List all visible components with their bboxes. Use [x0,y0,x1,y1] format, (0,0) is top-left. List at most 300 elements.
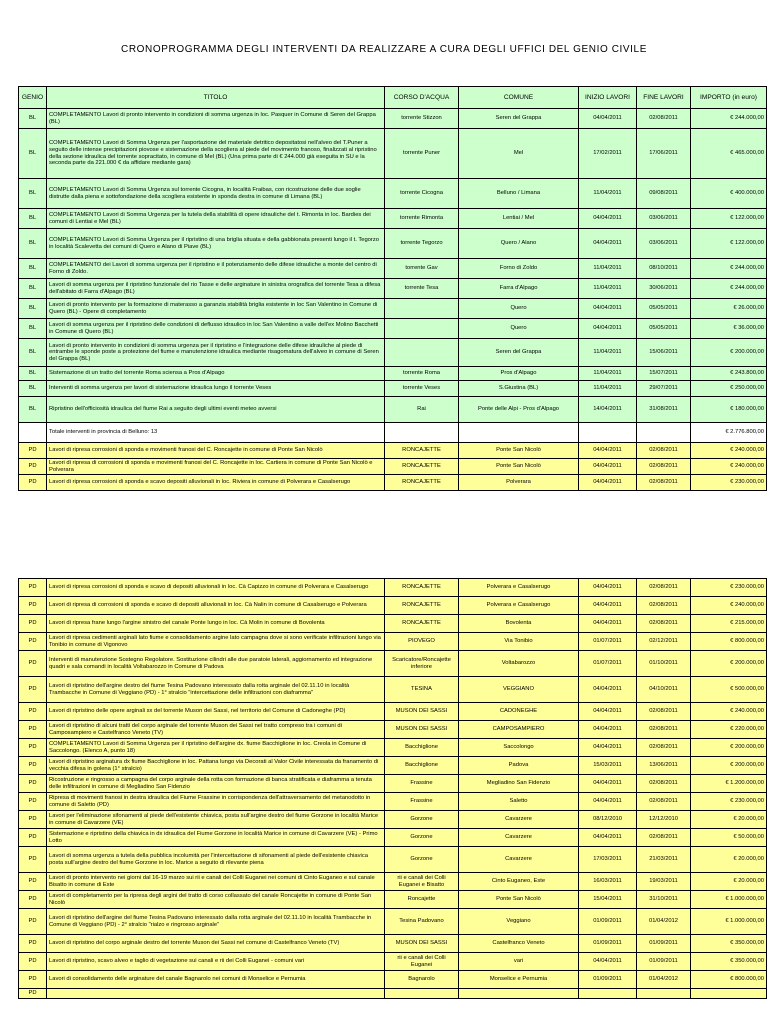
cell-corso-acqua: RONCAJETTE [385,443,459,459]
cell-genio: BL [19,279,47,299]
cell-comune: Padova [459,757,579,775]
cell-titolo: Lavori di ripresa corrosioni di sponda e scavo depositi alluvionali in loc. Riviera in comune di Polverara e Casalserugo [47,475,385,491]
cell-titolo: Lavori di ripristino dell'argine destro del fiume Tesina Padovano interessato dalla rotta arginale del 02.11.10 in località Trambacche in Comune di Veggiano (PD) - 1° stralcio "intercettazione delle infiltrazioni con diaframma" [47,677,385,703]
cell-titolo: Lavori di consolidamento delle arginature del canale Bagnarolo nei comuni di Monselice e Pernumia [47,971,385,989]
cell-corso-acqua: MUSON DEI SASSI [385,721,459,739]
cell-fine-lavori: 03/06/2011 [637,209,691,229]
cell-corso-acqua: RONCAJETTE [385,615,459,633]
cell-inizio-lavori: 04/04/2011 [579,109,637,129]
cell-titolo: Lavori di somma urgenza per il ripristino funzionale del rio Tasse e delle arginature in sinistra orografica del torrente Tesa a difesa dell'abitato di Farra d'Alpago (BL) [47,279,385,299]
cell-titolo: Lavori di ripresa corrosioni di sponda e movimenti franosi del C. Roncajette in comune di Ponte San Nicolò [47,443,385,459]
table-row [19,319,767,339]
cell-genio: BL [19,179,47,209]
cell-titolo: Ripresa di movimenti franosi in destra idraulica del Fiume Frassine in corrispondenza dell'attraversamento del metanodotto in comune di Saletto (PD) [47,793,385,811]
cell-titolo: Lavori di somma urgenza a tutela della pubblica incolumità per l'intercettazione di sifonamenti al piede dell'esistente chiavica posta sull'argine destro del fiume Gorzone in loc. Marice a seguito di rilevante piena [47,847,385,873]
cell-importo [691,989,767,999]
cell-titolo: Lavori di ripresa cedimenti arginali lato fiume e consolidamento argine lato campagna dove si sono verificate infiltrazioni lungo via Tonibio in comune di Vigonovo [47,633,385,651]
table-row [19,757,767,775]
cell-fine-lavori: 02/08/2011 [637,793,691,811]
cell-fine-lavori: 13/06/2011 [637,757,691,775]
cell-genio: PD [19,475,47,491]
table-row [19,597,767,615]
cell-importo: € 500.000,00 [691,677,767,703]
cell-inizio-lavori: 01/07/2011 [579,651,637,677]
cell-fine-lavori: 02/08/2011 [637,703,691,721]
cell-genio: BL [19,209,47,229]
cell-genio: BL [19,129,47,179]
cell-titolo: Lavori di pronto intervento in condizioni di somma urgenza per il ripristino e l'integrazione delle difese idrauliche al piede di entrambe le sponde poste a protezione del fiume e manutenzione idraulica mediante risagomatura dell'alveo in comune di Seren del Grappa (BL) [47,339,385,367]
cell-corso-acqua [385,339,459,367]
table-row [19,847,767,873]
table-row [19,971,767,989]
cell-titolo: COMPLETAMENTO dei Lavori di somma urgenza per il ripristino e il potenziamento delle difese idrauliche a monte del centro di Forno di Zoldo. [47,259,385,279]
cell-inizio-lavori: 11/04/2011 [579,179,637,209]
table-row [19,909,767,935]
cell-importo: € 240.000,00 [691,597,767,615]
cell-genio: PD [19,935,47,953]
cell-inizio-lavori: 16/03/2011 [579,873,637,891]
header-fine-lavori: FINE LAVORI [637,87,691,109]
cell-comune: Quero / Alano [459,229,579,259]
cell-genio: BL [19,259,47,279]
table-row [19,397,767,423]
cell-corso-acqua: Gorzone [385,811,459,829]
cell-importo: € 20.000,00 [691,847,767,873]
interventions-table-padova [18,578,767,999]
table-row [19,209,767,229]
cell-genio [19,423,47,443]
table-row [19,633,767,651]
table-row [19,829,767,847]
cell-importo: € 220.000,00 [691,721,767,739]
cell-comune [459,989,579,999]
cell-genio: PD [19,651,47,677]
cell-corso-acqua: torrente Veses [385,381,459,397]
cell-fine-lavori: 21/03/2011 [637,847,691,873]
cell-importo: € 465.000,00 [691,129,767,179]
cell-fine-lavori: 15/07/2011 [637,367,691,381]
cell-titolo: Sistemazione di un tratto del torrente Roma sciensa a Pros d'Alpago [47,367,385,381]
cell-fine-lavori: 12/12/2010 [637,811,691,829]
cell-genio: BL [19,109,47,129]
cell-genio: PD [19,829,47,847]
cell-corso-acqua: Bagnarolo [385,971,459,989]
table-row [19,739,767,757]
cell-inizio-lavori: 04/04/2011 [579,677,637,703]
cell-importo: € 800.000,00 [691,971,767,989]
header-importo: IMPORTO (in euro) [691,87,767,109]
cell-genio: PD [19,633,47,651]
table-row [19,953,767,971]
cell-comune: Quero [459,299,579,319]
cell-corso-acqua: Bacchiglione [385,757,459,775]
cell-importo: € 36.000,00 [691,319,767,339]
cell-comune: Polverara e Casalserugo [459,597,579,615]
cell-fine-lavori: 01/09/2011 [637,953,691,971]
cell-importo: € 400.000,00 [691,179,767,209]
cell-genio: PD [19,615,47,633]
cell-comune: Lentiai / Mel [459,209,579,229]
table-row [19,989,767,999]
cell-titolo: Lavori di ripristino di alcuni tratti del corpo arginale del torrente Muson dei Sassi nel tratto compreso tra i comuni di Camposampiero e Castelfranco Veneto (TV) [47,721,385,739]
cell-comune: Cavarzere [459,847,579,873]
cell-comune: Cinto Euganeo, Este [459,873,579,891]
cell-comune: Forno di Zoldo [459,259,579,279]
cell-importo: € 1.000.000,00 [691,891,767,909]
cell-genio: BL [19,367,47,381]
cell-importo: € 230.000,00 [691,475,767,491]
cell-titolo: COMPLETAMENTO Lavori di Somma Urgenza per il ripristino dell'argine dx. fiume Bacchiglione in loc. Creola in Comune di Saccolongo. (Elenco A, punto 18) [47,739,385,757]
cell-fine-lavori: 30/06/2011 [637,279,691,299]
table-row [19,443,767,459]
cell-comune: VEGGIANO [459,677,579,703]
cell-inizio-lavori: 17/03/2011 [579,847,637,873]
cell-comune: Castelfranco Veneto [459,935,579,953]
cell-comune: Seren del Grappa [459,339,579,367]
cell-genio: PD [19,775,47,793]
cell-importo: € 200.000,00 [691,651,767,677]
cell-corso-acqua: PIOVEGO [385,633,459,651]
cell-inizio-lavori: 04/04/2011 [579,459,637,475]
cell-corso-acqua: TESINA [385,677,459,703]
cell-inizio-lavori: 15/04/2011 [579,891,637,909]
cell-fine-lavori: 02/08/2011 [637,721,691,739]
cell-titolo: Interventi di somma urgenza per lavori di sistemazione idraulica lungo il torrente Veses [47,381,385,397]
cell-corso-acqua: RONCAJETTE [385,475,459,491]
cell-fine-lavori: 31/10/2011 [637,891,691,909]
cell-importo: € 240.000,00 [691,703,767,721]
cell-importo: € 200.000,00 [691,757,767,775]
cell-fine-lavori: 09/08/2011 [637,179,691,209]
cell-inizio-lavori: 04/04/2011 [579,615,637,633]
cell-fine-lavori [637,423,691,443]
table-row [19,229,767,259]
cell-titolo: Lavori di ripresa frane lungo l'argine sinistro del canale Ponte lungo in loc. Cà Molin in comune di Bovolenta [47,615,385,633]
cell-inizio-lavori: 04/04/2011 [579,299,637,319]
cell-titolo: Lavori per l'eliminazione sifonamenti al piede dell'esistente chiavica, posta sull'argine destro del fiume Gorzone in località Marice in comune di Cavarzere (VE) [47,811,385,829]
cell-importo: € 800.000,00 [691,633,767,651]
cell-genio: PD [19,793,47,811]
cell-titolo: Lavori di pronto intervento nei giorni dal 16-19 marzo sui rii e canali dei Colli Euganei nei comuni di Cinto Euganeo e sul canale Bisatto in comune di Este [47,873,385,891]
cell-titolo: COMPLETAMENTO Lavori di Somma Urgenza per l'asportazione del materiale detritico depositatosi nell'alveo del T.Puner a seguito delle intense precipitazioni piovose e sistemazione della scogliera al piede del movimento franoso, finalizzati al ripristino della sezione idraulica del torrente sopracitato, in comune di Mel (BL) (Una prima parte di € 244.000 già eseguita in SU e la seconda parte da 221.000 € da affidare mediante gara) [47,129,385,179]
cell-importo: € 244.000,00 [691,279,767,299]
table-row [19,677,767,703]
cell-importo: € 243.800,00 [691,367,767,381]
cell-titolo: Lavori di ripresa corrosioni di sponda e scavo di depositi alluvionali in loc. Cà Capizzo in comune di Polverara e Casalserugo [47,579,385,597]
cell-importo: € 180.000,00 [691,397,767,423]
cell-importo: € 2.776.800,00 [691,423,767,443]
cell-inizio-lavori: 11/04/2011 [579,259,637,279]
cell-corso-acqua: Scaricatore/Roncajette inferiore [385,651,459,677]
cell-importo: € 215.000,00 [691,615,767,633]
cell-comune: vari [459,953,579,971]
cell-inizio-lavori: 11/04/2011 [579,279,637,299]
cell-importo: € 350.000,00 [691,953,767,971]
cell-titolo: Lavori di ripresa di corrosioni di sponda e scavo di depositi alluvionali in loc. Cà Nalin in comune di Casalserugo e Polverara [47,597,385,615]
cell-genio: BL [19,397,47,423]
cell-fine-lavori: 02/08/2011 [637,443,691,459]
cell-titolo: Lavori di ripristino del corpo arginale destro del torrente Muson dei Sassi nel comune di Castelfranco Veneto (TV) [47,935,385,953]
cell-inizio-lavori: 11/04/2011 [579,381,637,397]
cell-inizio-lavori: 04/04/2011 [579,443,637,459]
cell-titolo: Lavori di somma urgenza per il ripristino delle condizioni di deflusso idraulico in loc San Valentino a valle dell'ex Molino Bacchetti in Comune di Quero (BL) [47,319,385,339]
cell-fine-lavori: 02/08/2011 [637,829,691,847]
header-titolo: TITOLO [47,87,385,109]
cell-inizio-lavori: 04/04/2011 [579,793,637,811]
cell-inizio-lavori: 04/04/2011 [579,597,637,615]
cell-fine-lavori: 01/04/2012 [637,971,691,989]
table-row [19,935,767,953]
cell-fine-lavori: 01/04/2012 [637,909,691,935]
cell-inizio-lavori: 01/07/2011 [579,633,637,651]
cell-fine-lavori: 15/06/2011 [637,339,691,367]
cell-inizio-lavori: 15/03/2011 [579,757,637,775]
cell-comune: Bovolenta [459,615,579,633]
cell-inizio-lavori: 04/04/2011 [579,775,637,793]
cell-comune: Seren del Grappa [459,109,579,129]
cell-corso-acqua: Rai [385,397,459,423]
table-row [19,279,767,299]
cell-inizio-lavori: 01/09/2011 [579,935,637,953]
cell-corso-acqua: rii e canali dei Colli Euganei [385,953,459,971]
cell-genio: PD [19,757,47,775]
table-row [19,475,767,491]
cell-importo: € 240.000,00 [691,459,767,475]
cell-comune: S.Giustina (BL) [459,381,579,397]
cell-genio: PD [19,909,47,935]
cell-inizio-lavori: 14/04/2011 [579,397,637,423]
cell-importo: € 50.000,00 [691,829,767,847]
cell-corso-acqua [385,299,459,319]
cell-comune: Voltabarozzo [459,651,579,677]
cell-comune: Polverara [459,475,579,491]
cell-inizio-lavori: 01/09/2011 [579,971,637,989]
cell-fine-lavori: 05/05/2011 [637,319,691,339]
cell-inizio-lavori [579,989,637,999]
cell-inizio-lavori: 04/04/2011 [579,953,637,971]
table-row [19,703,767,721]
cell-titolo: Lavori di completamento per la ripresa degli argini del tratto di corso collassato del canale Roncajette in comune di Ponte San Nicolò [47,891,385,909]
cell-genio: PD [19,971,47,989]
cell-comune: Via Tonibio [459,633,579,651]
cell-inizio-lavori: 04/04/2011 [579,229,637,259]
cell-inizio-lavori: 04/04/2011 [579,829,637,847]
cell-fine-lavori: 02/08/2011 [637,579,691,597]
cell-fine-lavori: 02/08/2011 [637,459,691,475]
cell-corso-acqua: RONCAJETTE [385,459,459,475]
header-genio: GENIO [19,87,47,109]
table-row [19,109,767,129]
cell-inizio-lavori: 11/04/2011 [579,339,637,367]
cell-comune: CADONEGHE [459,703,579,721]
cell-fine-lavori: 29/07/2011 [637,381,691,397]
cell-genio: PD [19,703,47,721]
cell-corso-acqua: torrente Tesa [385,279,459,299]
cell-fine-lavori: 19/03/2011 [637,873,691,891]
cell-comune: Ponte delle Alpi - Pros d'Alpago [459,397,579,423]
cell-importo: € 26.000,00 [691,299,767,319]
cell-corso-acqua: Roncajette [385,891,459,909]
cell-importo: € 200.000,00 [691,339,767,367]
cell-titolo [47,989,385,999]
cell-fine-lavori [637,989,691,999]
cell-corso-acqua: Gorzone [385,829,459,847]
cell-inizio-lavori: 04/04/2011 [579,579,637,597]
document-title: CRONOPROGRAMMA DEGLI INTERVENTI DA REALIZZARE A CURA DEGLI UFFICI DEL GENIO CIVILE [121,44,647,55]
cell-comune: Monselice e Pernumia [459,971,579,989]
cell-importo: € 244.000,00 [691,259,767,279]
cell-fine-lavori: 31/08/2011 [637,397,691,423]
cell-inizio-lavori: 04/04/2011 [579,721,637,739]
cell-titolo: Lavori di pronto intervento per la formazione di materasso a garanzia stabilità briglia esistente in loc San Valentino in Comune di Quero (BL) - Opere di completamento [47,299,385,319]
cell-genio: PD [19,811,47,829]
table-row [19,381,767,397]
cell-titolo: COMPLETAMENTO Lavori di Somma Urgenza per il ripristino di una briglia situata e della gabbionata presenti lungo il t. Tegorzo in località Scalevetta dei comuni di Quero e Alano di Piave (BL) [47,229,385,259]
cell-genio: BL [19,339,47,367]
table-row [19,891,767,909]
cell-importo: € 244.000,00 [691,109,767,129]
cell-genio: BL [19,229,47,259]
cell-comune: Quero [459,319,579,339]
cell-titolo: COMPLETAMENTO Lavori di Somma Urgenza per la tutela della stabilità di opere idrauliche del t. Rimonta in loc. Bardies dei comuni di Lentiai e Mel (BL) [47,209,385,229]
cell-importo: € 122.000,00 [691,209,767,229]
table-row [19,811,767,829]
cell-titolo: Sistemazione e ripristino della chiavica in dx idraulica del Fiume Gorzone in località Marice in comune di Cavarzere (VE) - Primo Lotto [47,829,385,847]
table-row [19,615,767,633]
cell-importo: € 1.000.000,00 [691,909,767,935]
table-row [19,129,767,179]
cell-importo: € 230.000,00 [691,579,767,597]
header-corso-acqua: CORSO D'ACQUA [385,87,459,109]
cell-corso-acqua: MUSON DEI SASSI [385,703,459,721]
cell-corso-acqua: Frassine [385,775,459,793]
cell-titolo: Interventi di manutenzione Sostegno Regolatore. Sostituzione cilindri alle due paratoie laterali, aggiornamento ed integrazione quadri e sala comandi in località Voltabarozzo in Comune di Padova [47,651,385,677]
table-row [19,179,767,209]
cell-fine-lavori: 02/08/2011 [637,475,691,491]
cell-comune: Mel [459,129,579,179]
cell-corso-acqua [385,423,459,443]
cell-inizio-lavori: 04/04/2011 [579,475,637,491]
header-inizio-lavori: INIZIO LAVORI [579,87,637,109]
cell-titolo: Lavori di ripristino, scavo alveo e taglio di vegetazione sui canali e rii dei Colli Euganei - comuni vari [47,953,385,971]
cell-fine-lavori: 02/12/2011 [637,633,691,651]
table-row [19,873,767,891]
cell-inizio-lavori: 17/02/2011 [579,129,637,179]
cell-genio: PD [19,597,47,615]
cell-comune [459,423,579,443]
table-row [19,775,767,793]
cell-comune: Belluno / Limana [459,179,579,209]
cell-comune: Cavarzere [459,811,579,829]
cell-comune: Ponte San Nicolò [459,459,579,475]
cell-corso-acqua [385,319,459,339]
cell-titolo: Ripristino dell'officiosità idraulica del fiume Rai a seguito degli ultimi eventi meteo avversi [47,397,385,423]
cell-fine-lavori: 02/08/2011 [637,109,691,129]
cell-corso-acqua: torrente Rimonta [385,209,459,229]
cell-corso-acqua [385,989,459,999]
cell-genio: BL [19,381,47,397]
total-row [19,423,767,443]
cell-fine-lavori: 03/06/2011 [637,229,691,259]
cell-importo: € 200.000,00 [691,739,767,757]
cell-fine-lavori: 05/05/2011 [637,299,691,319]
cell-titolo: Lavori di ripristino dell'argine del fiume Tesina Padovano interessato dalla rotta arginale del 02.11.10 in località Trambacche in Comune di Veggiano (PD) - 2° stralcio "rialzo e ringrosso arginale" [47,909,385,935]
cell-corso-acqua: torrente Roma [385,367,459,381]
cell-fine-lavori: 17/06/2011 [637,129,691,179]
cell-corso-acqua: torrente Puner [385,129,459,179]
interventions-table-belluno-padova [18,86,767,491]
cell-comune: Cavarzere [459,829,579,847]
cell-fine-lavori: 02/08/2011 [637,615,691,633]
cell-inizio-lavori: 04/04/2011 [579,739,637,757]
cell-genio: PD [19,953,47,971]
cell-corso-acqua: Tesina Padovano [385,909,459,935]
cell-corso-acqua: torrente Gav [385,259,459,279]
cell-importo: € 1.200.000,00 [691,775,767,793]
table-row [19,299,767,319]
cell-genio: BL [19,319,47,339]
cell-inizio-lavori: 11/04/2011 [579,367,637,381]
cell-genio: PD [19,873,47,891]
cell-inizio-lavori: 08/12/2010 [579,811,637,829]
cell-comune: Megliadino San Fidenzio [459,775,579,793]
cell-genio: PD [19,739,47,757]
table-row [19,793,767,811]
cell-comune: Ponte San Nicolò [459,891,579,909]
cell-genio: PD [19,721,47,739]
cell-importo: € 240.000,00 [691,443,767,459]
cell-comune: Veggiano [459,909,579,935]
cell-corso-acqua: rii e canali dei Colli Euganei e Bisatto [385,873,459,891]
table-row [19,339,767,367]
cell-genio: PD [19,891,47,909]
cell-comune: Ponte San Nicolò [459,443,579,459]
cell-genio: PD [19,989,47,999]
cell-inizio-lavori [579,423,637,443]
cell-titolo: Lavori di ripristino arginatura dx fiume Bacchiglione in loc. Pattana lungo via Decorati al Valor Civile interessata da franamento di vecchia difesa in golena (1° stralcio) [47,757,385,775]
cell-titolo: Totale interventi in provincia di Belluno: 13 [47,423,385,443]
cell-genio: PD [19,847,47,873]
cell-titolo: Ricostruzione e ringrosso a campagna del corpo arginale della rotta con formazione di banca stratificata e diaframma a tenuta delle infiltrazioni in comune di Megliadino San Fidenzio [47,775,385,793]
cell-titolo: COMPLETAMENTO Lavori di Somma Urgenza sul torrente Cicogna, in località Fraibas, con ricostruzione delle due soglie distrutte dalla piena e sottofondazione della scogliera esistente in sponda destra in comune di Limana (BL) [47,179,385,209]
cell-fine-lavori: 01/10/2011 [637,651,691,677]
cell-corso-acqua: MUSON DEI SASSI [385,935,459,953]
cell-inizio-lavori: 04/04/2011 [579,319,637,339]
table-row [19,651,767,677]
cell-titolo: COMPLETAMENTO Lavori di pronto intervento in condizioni di somma urgenza in loc. Pasquer in Comune di Seren del Grappa (BL) [47,109,385,129]
cell-genio: PD [19,459,47,475]
cell-inizio-lavori: 04/04/2011 [579,209,637,229]
table-row [19,459,767,475]
cell-importo: € 20.000,00 [691,873,767,891]
cell-comune: Pros d'Alpago [459,367,579,381]
cell-fine-lavori: 08/10/2011 [637,259,691,279]
cell-comune: Farra d'Alpago [459,279,579,299]
cell-corso-acqua: Gorzone [385,847,459,873]
cell-titolo: Lavori di ripristino delle opere arginali sx del torrente Muson dei Sassi, nel territorio del Comune di Cadoneghe (PD) [47,703,385,721]
table-row [19,259,767,279]
cell-inizio-lavori: 01/09/2011 [579,909,637,935]
table-header-row [19,87,767,109]
cell-comune: Saletto [459,793,579,811]
cell-importo: € 250.000,00 [691,381,767,397]
cell-corso-acqua: torrente Tegorzo [385,229,459,259]
cell-fine-lavori: 02/08/2011 [637,597,691,615]
cell-inizio-lavori: 04/04/2011 [579,703,637,721]
cell-fine-lavori: 02/08/2011 [637,775,691,793]
cell-comune: Polverara e Casalserugo [459,579,579,597]
cell-comune: Saccolongo [459,739,579,757]
